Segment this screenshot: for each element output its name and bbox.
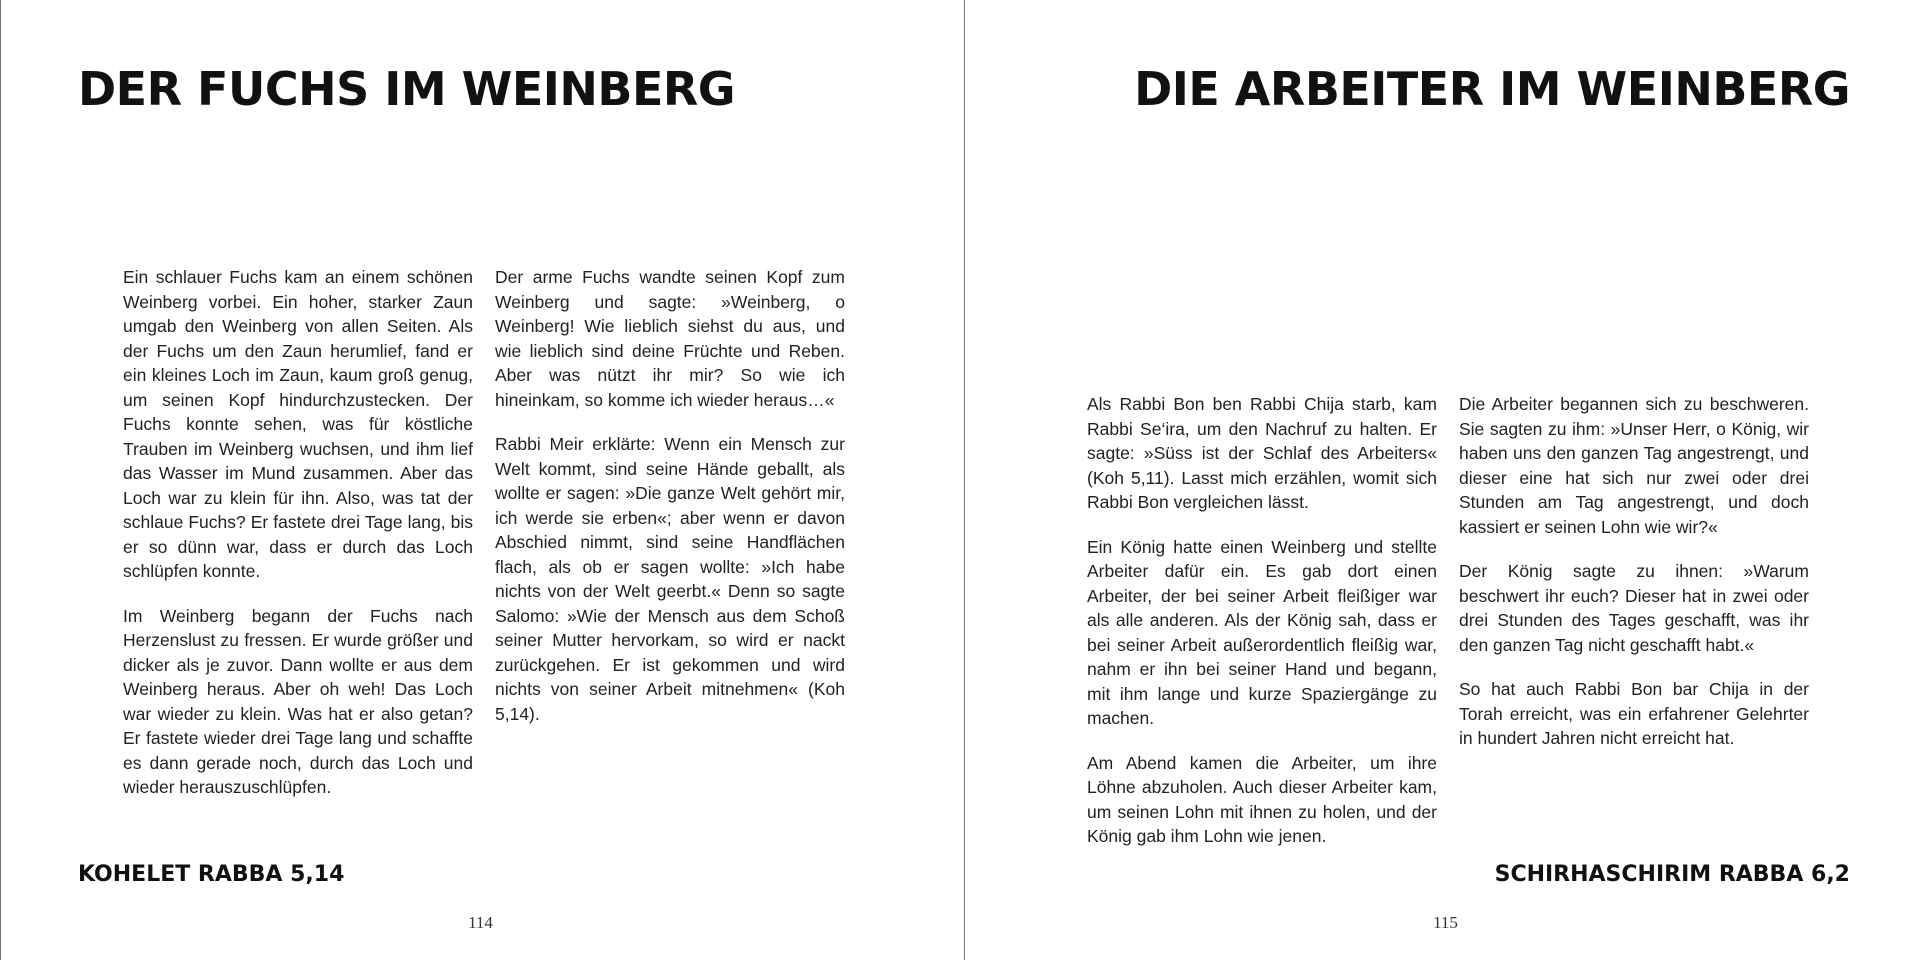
left-page-number: 114	[468, 913, 493, 932]
paragraph: Ein schlauer Fuchs kam an einem schönen Weinberg vorbei. Ein hoher, starker Zaun umgab den Weinberg von allen Seiten. Als der Fuchs um den Zaun herumlief, fand er ein kleines Loch im Zaun, kaum groß genug, um seinen Kopf hindurchzustecken. Der Fuchs konnte sehen, was für köstliche Trauben im Weinberg wuchsen, und ihm lief das Wasser im Mund zusammen. Aber das Loch war zu klein für ihn. Also, was tat der schlaue Fuchs? Er fastete drei Tage lang, bis er so dünn war, dass er durch das Loch schlüpfen konnte.	[123, 267, 473, 581]
paragraph: Als Rabbi Bon ben Rabbi Chija starb, kam Rabbi Se‘ira, um den Nachruf zu halten. Er sagte: »Süss ist der Schlaf des Arbeiters« (Koh 5,11). Lasst mich erzählen, womit sich Rabbi Bon vergleichen lässt.	[1087, 394, 1437, 512]
right-page-title: DIE ARBEITER IM WEINBERG	[1134, 62, 1850, 116]
left-column-1	[123, 265, 473, 820]
left-page	[0, 0, 964, 960]
left-source-reference: KOHELET RABBA 5,14	[78, 862, 345, 887]
paragraph: So hat auch Rabbi Bon bar Chija in der Torah erreicht, was ein erfahrener Gelehrter in hundert Jahren nicht erreicht hat.	[1459, 679, 1809, 748]
left-page-title: DER FUCHS IM WEINBERG	[78, 62, 736, 116]
paragraph: Ein König hatte einen Weinberg und stellte Arbeiter dafür ein. Es gab dort einen Arbeiter, der bei seiner Arbeit fleißiger war als alle anderen. Als der König sah, dass er bei seiner Arbeit außerordentlich fleißig war, nahm er ihn bei seiner Hand und begann, mit ihm lange und kurze Spaziergänge zu machen.	[1087, 536, 1437, 728]
right-page	[964, 0, 1930, 960]
paragraph: Rabbi Meir erklärte: Wenn ein Mensch zur Welt kommt, sind seine Hände geballt, als wollte er sagen: »Die ganze Welt gehört mir, ich werde sie erben«; aber wenn er davon Abschied nimmt, sind seine Handflächen flach, als ob er sagen wollte: »Ich habe nichts von der Welt geerbt.« Denn so sagte Salomo: »Wie der Mensch aus dem Schoß seiner Mutter hervorkam, so wird er nackt zurückgehen. Er ist gekommen und wird nichts von seiner Arbeit mitnehmen« (Koh 5,14).	[495, 434, 845, 724]
right-source-reference: SCHIRHASCHIRIM RABBA 6,2	[1494, 862, 1850, 887]
paragraph: Die Arbeiter begannen sich zu beschweren. Sie sagten zu ihm: »Unser Herr, o König, wir haben uns den ganzen Tag angestrengt, und dieser eine hat sich nur zwei oder drei Stunden am Tag angestrengt, und doch kassiert er seinen Lohn wie wir?«	[1459, 394, 1809, 537]
paragraph: Der König sagte zu ihnen: »Warum beschwert ihr euch? Dieser hat in zwei oder drei Stunden des Tages geschafft, was ihr den ganzen Tag nicht geschafft habt.«	[1459, 561, 1809, 655]
paragraph: Im Weinberg begann der Fuchs nach Herzenslust zu fressen. Er wurde größer und dicker als je zuvor. Dann wollte er aus dem Weinberg heraus. Aber oh weh! Das Loch war wieder zu klein. Was hat er also getan? Er fastete wieder drei Tage lang und schaffte es dann gerade noch, durch das Loch und wieder herauszuschlüpfen.	[123, 605, 473, 797]
left-column-2	[495, 265, 845, 746]
right-column-2	[1459, 392, 1809, 771]
right-column-1	[1087, 392, 1437, 869]
paragraph: Am Abend kamen die Arbeiter, um ihre Löhne abzuholen. Auch dieser Arbeiter kam, um seinen Lohn mit ihnen zu holen, und der König gab ihm Lohn wie jenen.	[1087, 752, 1437, 846]
paragraph: Der arme Fuchs wandte seinen Kopf zum Weinberg und sagte: »Weinberg, o Weinberg! Wie lieblich siehst du aus, und wie lieblich sind deine Früchte und Reben. Aber was nützt ihr mir? So wie ich hineinkam, so komme ich wieder heraus…«	[495, 267, 845, 410]
right-page-number: 115	[1433, 913, 1458, 932]
